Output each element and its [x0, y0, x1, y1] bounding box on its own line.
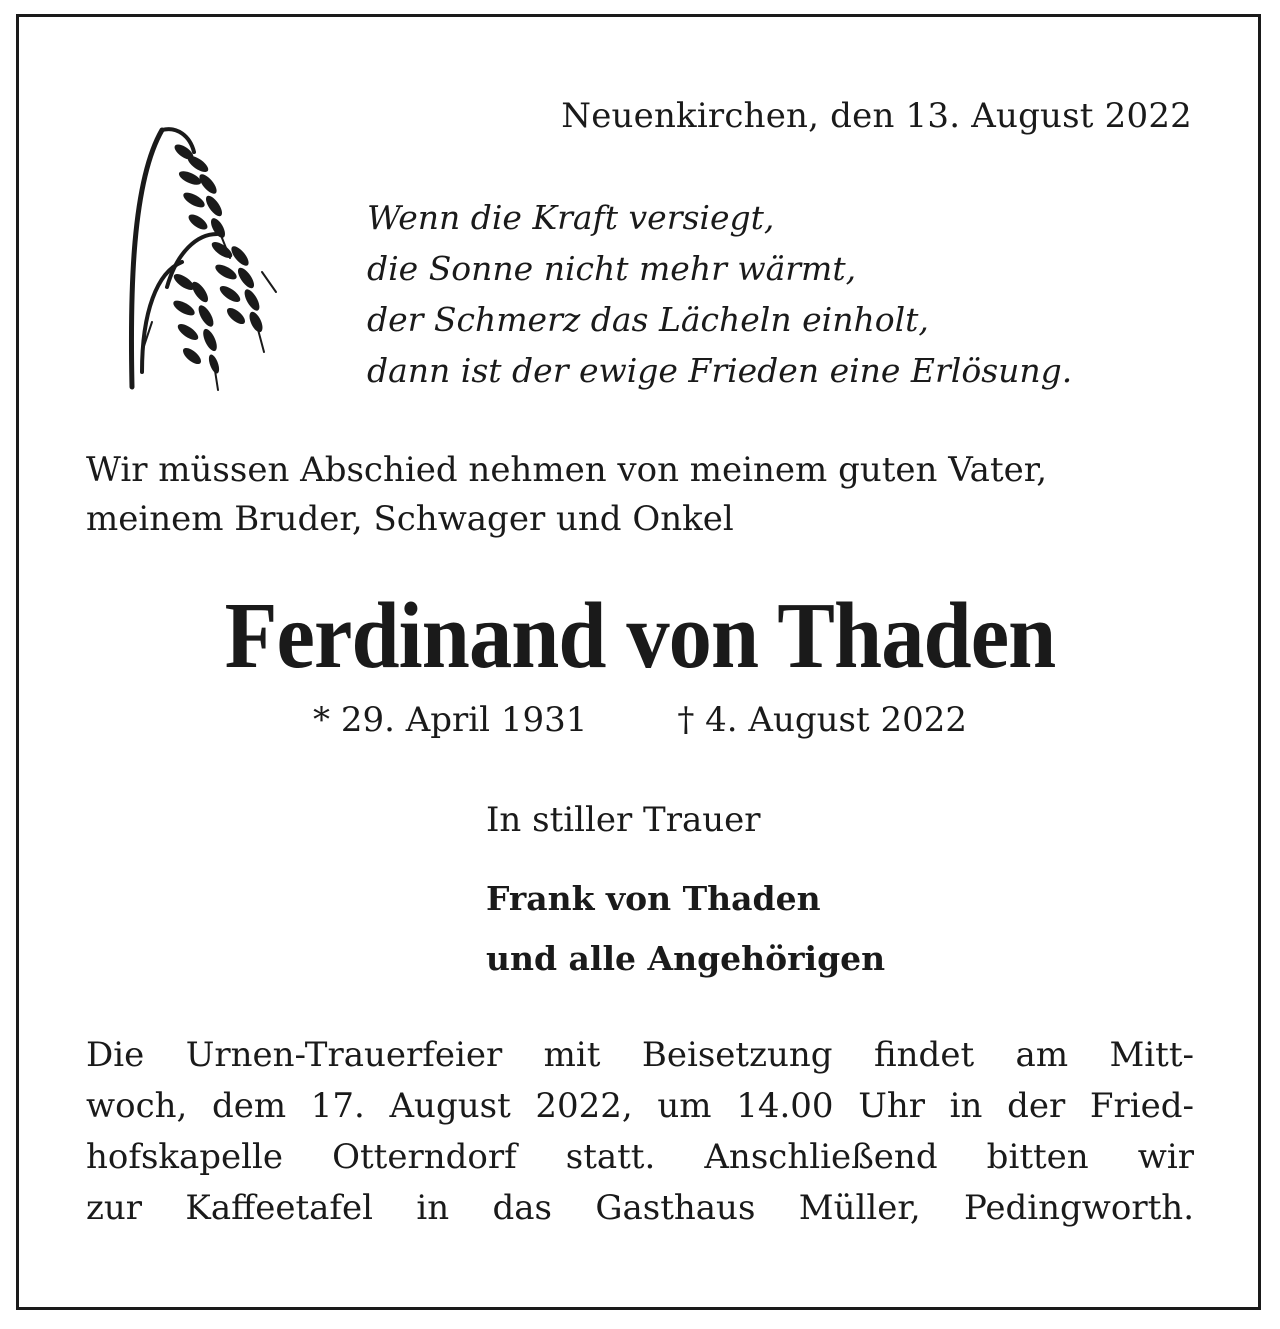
funeral-notice [86, 1030, 1194, 1234]
death-date: † 4. August 2022 [677, 700, 967, 740]
poem-line: dann ist der ewige Frieden eine Erlösung. [367, 351, 1073, 390]
place-date: Neuenkirchen, den 13. August 2022 [561, 96, 1192, 136]
life-dates [0, 700, 1280, 740]
notice-line: hofskapelle Otterndorf statt. Anschließend bitten wir [86, 1137, 1194, 1177]
mourner-line: und alle Angehörigen [486, 939, 886, 978]
intro-line: meinem Bruder, Schwager und Onkel [86, 499, 734, 539]
poem [367, 192, 1072, 396]
notice-line: Die Urnen-Trauerfeier mit Beisetzung findet am Mitt- [86, 1035, 1194, 1075]
deceased-name: Ferdinand von Thaden [224, 584, 1056, 688]
intro-line: Wir müssen Abschied nehmen von meinem guten Vater, [86, 450, 1048, 490]
poem-line: die Sonne nicht mehr wärmt, [367, 249, 857, 288]
birth-date: * 29. April 1931 [313, 700, 588, 740]
notice-line: woch, dem 17. August 2022, um 14.00 Uhr in der Fried- [86, 1086, 1194, 1126]
mourning-label: In stiller Trauer [486, 800, 761, 840]
mourner-line: Frank von Thaden [486, 879, 821, 918]
mourners [486, 869, 885, 989]
wheat-ears-icon [122, 122, 287, 397]
poem-line: Wenn die Kraft versiegt, [367, 198, 775, 237]
intro-text [86, 446, 1196, 544]
poem-line: der Schmerz das Lächeln einholt, [367, 300, 929, 339]
notice-line: zur Kaffeetafel in das Gasthaus Müller, Pedingworth. [86, 1188, 1194, 1228]
